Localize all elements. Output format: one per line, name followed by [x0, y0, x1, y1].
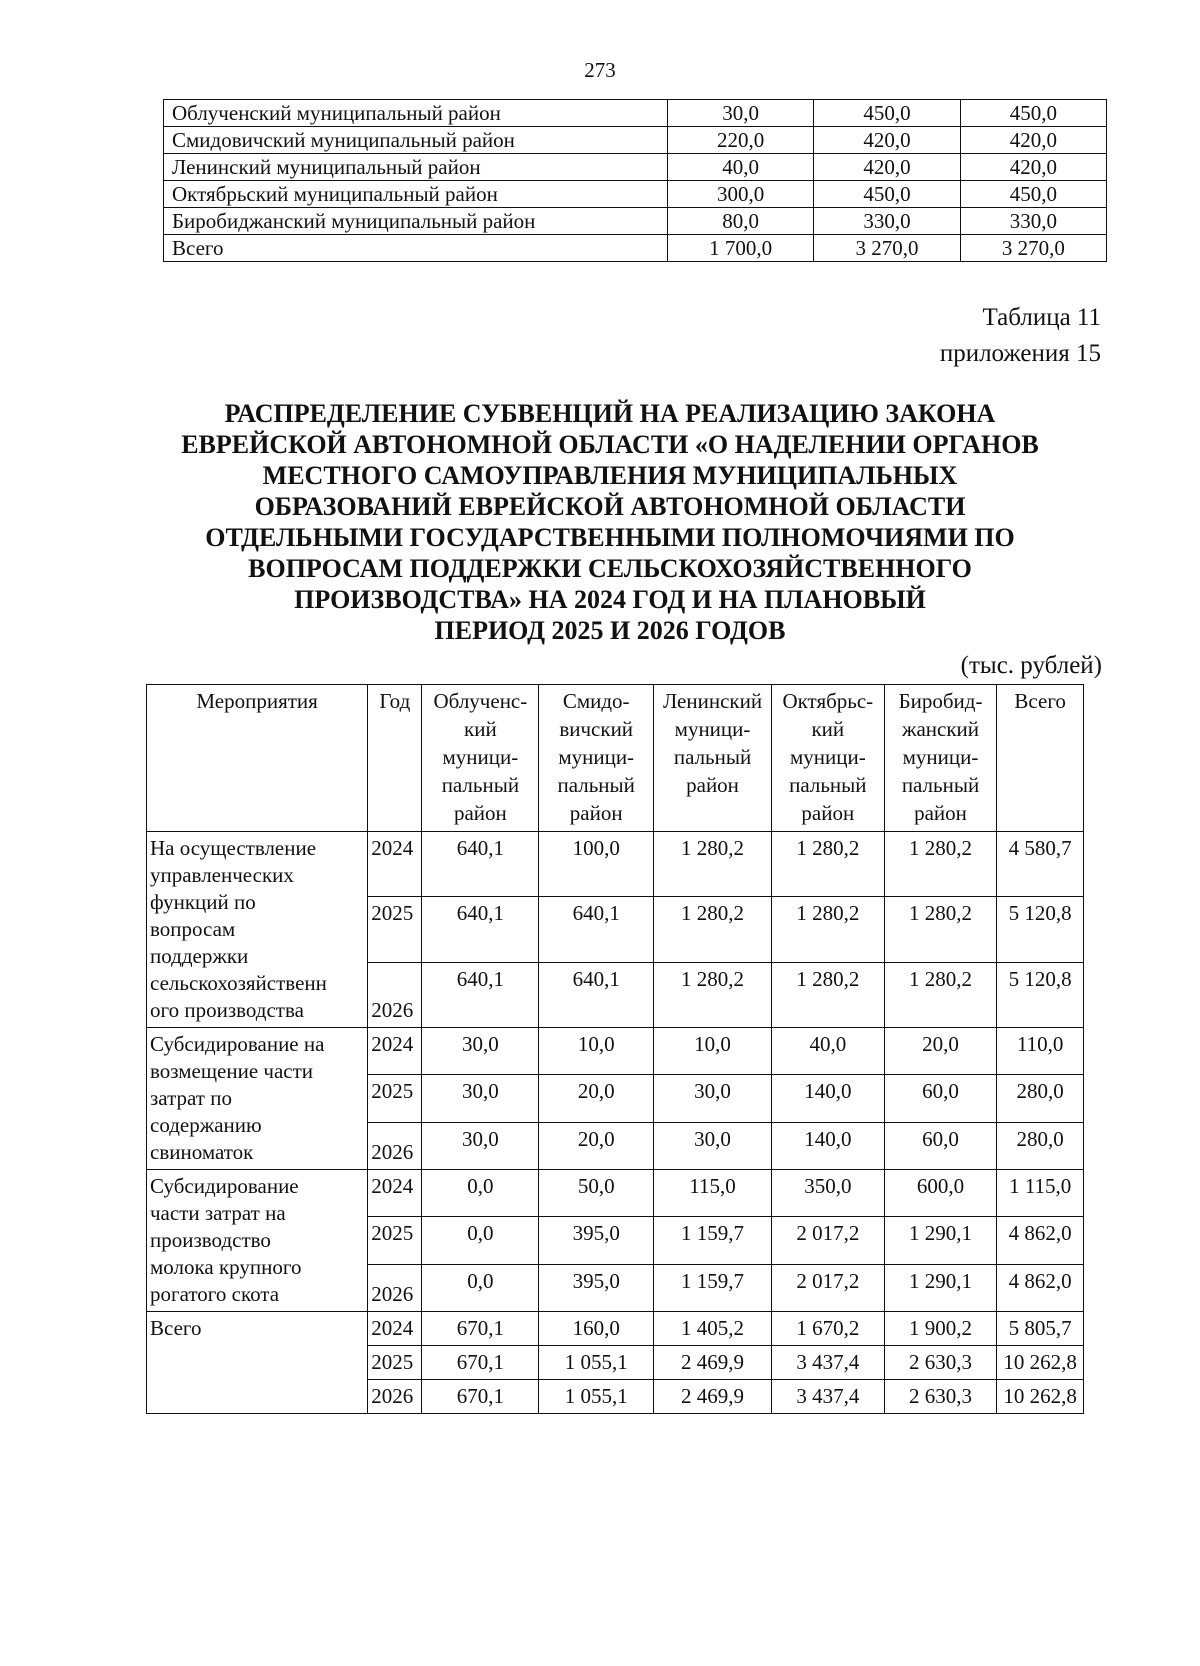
value-cell: 420,0 [960, 154, 1106, 181]
value-cell: 2 469,9 [654, 1346, 772, 1380]
year-cell: 2025 [368, 1075, 422, 1122]
appendix-number: приложения 15 [939, 340, 1101, 367]
table-row [164, 208, 1107, 235]
activity-cell [147, 1312, 368, 1414]
value-cell: 4 862,0 [997, 1217, 1084, 1264]
column-header-line: район [686, 773, 739, 797]
value-cell: 395,0 [539, 1217, 654, 1264]
value-cell: 1 115,0 [997, 1170, 1084, 1217]
activity-cell [147, 1170, 368, 1312]
activity-label-line: функций по [150, 890, 256, 914]
column-header-line: район [569, 801, 623, 825]
value-cell: 30,0 [654, 1122, 772, 1169]
value-cell: 50,0 [539, 1170, 654, 1217]
activity-label-line: затрат по [150, 1086, 232, 1110]
title-line: МЕСТНОГО САМОУПРАВЛЕНИЯ МУНИЦИПАЛЬНЫХ [262, 461, 958, 490]
value-cell: 100,0 [539, 832, 654, 897]
column-header [771, 685, 884, 832]
table-row [147, 1170, 1084, 1217]
column-header [539, 685, 654, 832]
value-cell: 1 055,1 [539, 1380, 654, 1414]
activity-label-line: молока крупного [150, 1255, 302, 1279]
table-row [147, 832, 1084, 897]
column-header-line: пальный [673, 745, 752, 769]
table-row [164, 235, 1107, 262]
value-cell: 300,0 [668, 181, 814, 208]
district-name-cell: Биробиджанский муниципальный район [164, 208, 668, 235]
activity-label-line: ого производства [150, 998, 304, 1022]
value-cell: 330,0 [814, 208, 960, 235]
activity-label-line: возмещение части [150, 1059, 314, 1083]
column-header-line: Мероприятия [196, 689, 318, 713]
value-cell: 640,1 [539, 897, 654, 962]
value-cell: 640,1 [422, 962, 539, 1027]
value-cell: 1 055,1 [539, 1346, 654, 1380]
activity-label-line: свиноматок [150, 1140, 254, 1164]
column-header-line: Всего [1014, 689, 1066, 713]
value-cell: 30,0 [422, 1028, 539, 1075]
value-cell: 1 280,2 [654, 897, 772, 962]
activity-label-line: содержанию [150, 1113, 262, 1137]
column-header-line: Ленинский [662, 689, 763, 713]
column-header-line: кий [464, 717, 497, 741]
activity-label-line: Субсидирование на [150, 1032, 325, 1056]
year-cell: 2026 [368, 1264, 422, 1311]
table-row [164, 100, 1107, 127]
value-cell: 3 270,0 [814, 235, 960, 262]
value-cell: 670,1 [422, 1380, 539, 1414]
value-cell: 40,0 [668, 154, 814, 181]
activity-cell [147, 1028, 368, 1170]
table-header-row [147, 685, 1084, 832]
column-header-line: муници- [442, 745, 519, 769]
column-header-line: район [453, 801, 507, 825]
year-cell: 2025 [368, 1346, 422, 1380]
value-cell: 20,0 [539, 1075, 654, 1122]
value-cell: 640,1 [422, 897, 539, 962]
value-cell: 1 280,2 [884, 832, 997, 897]
value-cell: 1 405,2 [654, 1312, 772, 1346]
value-cell: 450,0 [814, 100, 960, 127]
column-header-line: пальный [557, 773, 635, 797]
value-cell: 3 437,4 [771, 1346, 884, 1380]
value-cell: 160,0 [539, 1312, 654, 1346]
value-cell: 5 120,8 [997, 897, 1084, 962]
column-header-line: муници- [558, 745, 635, 769]
year-cell: 2026 [368, 1380, 422, 1414]
column-header [422, 685, 539, 832]
district-name-cell: Всего [164, 235, 668, 262]
table-number: Таблица 11 [982, 304, 1101, 331]
value-cell: 30,0 [422, 1075, 539, 1122]
year-cell: 2026 [368, 1122, 422, 1169]
value-cell: 4 580,7 [997, 832, 1084, 897]
value-cell: 1 280,2 [771, 897, 884, 962]
column-header-line: пальный [789, 773, 867, 797]
value-cell: 3 270,0 [960, 235, 1106, 262]
value-cell: 670,1 [422, 1346, 539, 1380]
value-cell: 110,0 [997, 1028, 1084, 1075]
value-cell: 60,0 [884, 1122, 997, 1169]
value-cell: 1 900,2 [884, 1312, 997, 1346]
value-cell: 330,0 [960, 208, 1106, 235]
value-cell: 1 670,2 [771, 1312, 884, 1346]
table-row [164, 127, 1107, 154]
column-header-line: жанский [901, 717, 980, 741]
subvention-distribution-table [146, 684, 1084, 1414]
value-cell: 1 280,2 [771, 962, 884, 1027]
activity-label-line: управленческих [150, 863, 294, 887]
value-cell: 220,0 [668, 127, 814, 154]
column-header-line: Биробид- [898, 689, 983, 713]
value-cell: 450,0 [960, 181, 1106, 208]
value-cell: 420,0 [960, 127, 1106, 154]
title-line: ЕВРЕЙСКОЙ АВТОНОМНОЙ ОБЛАСТИ «О НАДЕЛЕНИИ ОРГАНОВ [181, 430, 1039, 459]
value-cell: 3 437,4 [771, 1380, 884, 1414]
value-cell: 640,1 [422, 832, 539, 897]
value-cell: 30,0 [654, 1075, 772, 1122]
value-cell: 1 280,2 [771, 832, 884, 897]
value-cell: 2 017,2 [771, 1264, 884, 1311]
column-header-line: район [914, 801, 967, 825]
activity-cell [147, 832, 368, 1028]
value-cell: 1 280,2 [884, 897, 997, 962]
title-line: ОБРАЗОВАНИЙ ЕВРЕЙСКОЙ АВТОНОМНОЙ ОБЛАСТИ [254, 492, 966, 521]
column-header-line: кий [811, 717, 845, 741]
value-cell: 640,1 [539, 962, 654, 1027]
value-cell: 280,0 [997, 1075, 1084, 1122]
activity-label-line: Всего [150, 1316, 202, 1340]
column-header [368, 685, 422, 832]
district-name-cell: Ленинский муниципальный район [164, 154, 668, 181]
activity-label-line: Субсидирование [150, 1174, 299, 1198]
activity-label-line: производство [150, 1228, 271, 1252]
column-header-line: район [801, 801, 855, 825]
value-cell: 1 290,1 [884, 1217, 997, 1264]
value-cell: 140,0 [771, 1122, 884, 1169]
page-number: 273 [584, 58, 616, 82]
value-cell: 1 280,2 [654, 962, 772, 1027]
column-header-line: Облученс- [433, 689, 528, 713]
value-cell: 420,0 [814, 154, 960, 181]
district-name-cell: Смидовичский муниципальный район [164, 127, 668, 154]
table-row [147, 1028, 1084, 1075]
value-cell: 0,0 [422, 1217, 539, 1264]
value-cell: 600,0 [884, 1170, 997, 1217]
municipal-totals-table [163, 99, 1107, 262]
column-header-line: муници- [674, 717, 751, 741]
value-cell: 20,0 [884, 1028, 997, 1075]
title-line: РАСПРЕДЕЛЕНИЕ СУБВЕНЦИЙ НА РЕАЛИЗАЦИЮ ЗАКОНА [224, 399, 996, 428]
value-cell: 20,0 [539, 1122, 654, 1169]
year-cell: 2024 [368, 1028, 422, 1075]
value-cell: 1 700,0 [668, 235, 814, 262]
year-cell: 2025 [368, 1217, 422, 1264]
column-header-line: муници- [902, 745, 979, 769]
value-cell: 4 862,0 [997, 1264, 1084, 1311]
year-cell: 2024 [368, 832, 422, 897]
column-header [654, 685, 772, 832]
value-cell: 395,0 [539, 1264, 654, 1311]
column-header-line: Год [379, 689, 411, 713]
value-cell: 2 017,2 [771, 1217, 884, 1264]
value-cell: 30,0 [668, 100, 814, 127]
value-cell: 10 262,8 [997, 1346, 1084, 1380]
title-line: ОТДЕЛЬНЫМИ ГОСУДАРСТВЕННЫМИ ПОЛНОМОЧИЯМИ ПО [205, 523, 1015, 552]
year-cell: 2026 [368, 962, 422, 1027]
table-row [164, 181, 1107, 208]
column-header-line: вичский [559, 717, 634, 741]
title-line: ПЕРИОД 2025 И 2026 ГОДОВ [434, 616, 786, 645]
year-cell: 2025 [368, 897, 422, 962]
value-cell: 670,1 [422, 1312, 539, 1346]
column-header-line: пальный [441, 773, 520, 797]
value-cell: 60,0 [884, 1075, 997, 1122]
activity-label-line: На осуществление [150, 836, 317, 860]
value-cell: 40,0 [771, 1028, 884, 1075]
value-cell: 2 469,9 [654, 1380, 772, 1414]
value-cell: 1 280,2 [654, 832, 772, 897]
value-cell: 420,0 [814, 127, 960, 154]
value-cell: 0,0 [422, 1264, 539, 1311]
district-name-cell: Облученский муниципальный район [164, 100, 668, 127]
column-header [997, 685, 1084, 832]
value-cell: 2 630,3 [884, 1346, 997, 1380]
activity-label-line: рогатого скота [150, 1282, 280, 1306]
activity-label-line: сельскохозяйственн [150, 971, 327, 995]
table-reference [940, 300, 1101, 372]
value-cell: 5 120,8 [997, 962, 1084, 1027]
activity-label-line: части затрат на [150, 1201, 286, 1225]
document-title [140, 398, 1080, 646]
column-header-line: муници- [789, 745, 866, 769]
title-line: ПРОИЗВОДСТВА» НА 2024 ГОД И НА ПЛАНОВЫЙ [294, 585, 926, 614]
activity-label-line: вопросам [150, 917, 236, 941]
column-header-line: Смидо- [562, 689, 630, 713]
district-name-cell: Октябрьский муниципальный район [164, 181, 668, 208]
value-cell: 10,0 [539, 1028, 654, 1075]
value-cell: 10,0 [654, 1028, 772, 1075]
value-cell: 30,0 [422, 1122, 539, 1169]
column-header [884, 685, 997, 832]
value-cell: 2 630,3 [884, 1380, 997, 1414]
column-header-line: Октябрьс- [782, 689, 874, 713]
column-header [147, 685, 368, 832]
table-row [164, 154, 1107, 181]
value-cell: 280,0 [997, 1122, 1084, 1169]
value-cell: 1 290,1 [884, 1264, 997, 1311]
value-cell: 450,0 [814, 181, 960, 208]
value-cell: 10 262,8 [997, 1380, 1084, 1414]
value-cell: 0,0 [422, 1170, 539, 1217]
value-cell: 115,0 [654, 1170, 772, 1217]
value-cell: 350,0 [771, 1170, 884, 1217]
value-cell: 80,0 [668, 208, 814, 235]
value-cell: 5 805,7 [997, 1312, 1084, 1346]
table-row [147, 1312, 1084, 1346]
year-cell: 2024 [368, 1170, 422, 1217]
column-header-line: пальный [901, 773, 980, 797]
value-cell: 140,0 [771, 1075, 884, 1122]
year-cell: 2024 [368, 1312, 422, 1346]
units-label: (тыс. рублей) [960, 652, 1102, 679]
value-cell: 1 159,7 [654, 1217, 772, 1264]
value-cell: 1 280,2 [884, 962, 997, 1027]
title-line: ВОПРОСАМ ПОДДЕРЖКИ СЕЛЬСКОХОЗЯЙСТВЕННОГО [248, 554, 972, 583]
activity-label-line: поддержки [150, 944, 249, 968]
value-cell: 1 159,7 [654, 1264, 772, 1311]
value-cell: 450,0 [960, 100, 1106, 127]
